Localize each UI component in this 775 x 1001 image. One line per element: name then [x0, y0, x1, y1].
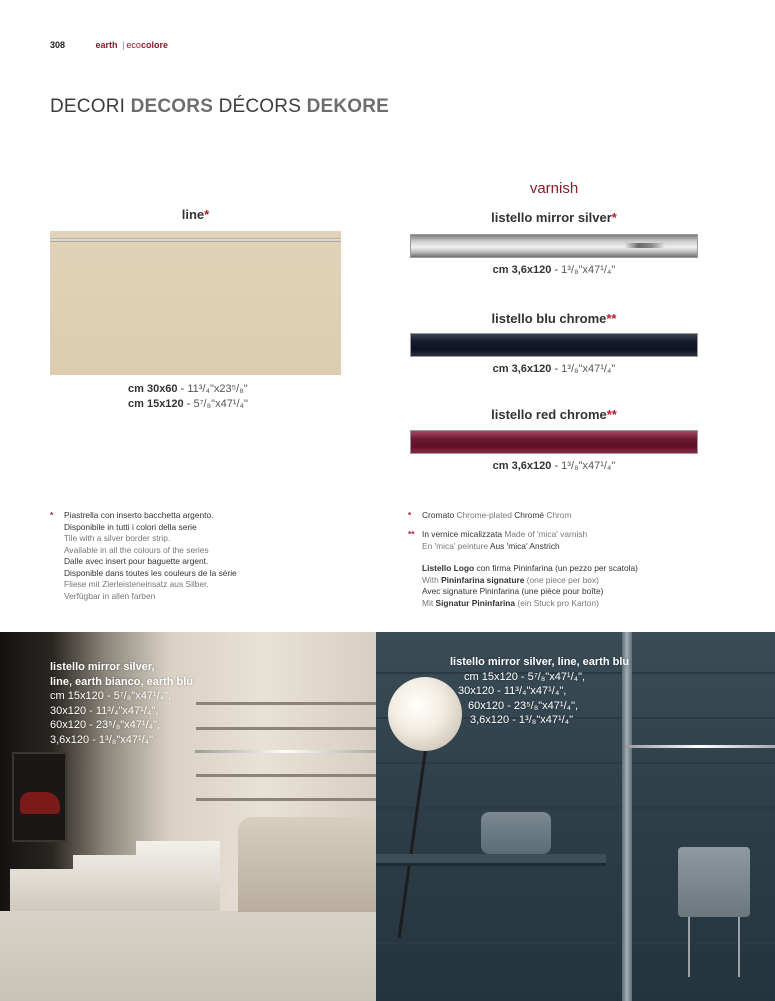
- footnote-text: Tile with a silver border strip.: [64, 533, 171, 543]
- footnote-logo: [408, 563, 738, 609]
- pininfarina-logo: [625, 243, 665, 248]
- title-it: DECORI: [50, 96, 126, 117]
- caption-title: listello mirror silver, line, earth blu: [450, 656, 630, 668]
- mirror-silver-swatch: [410, 234, 698, 258]
- footnote-mark: *: [408, 510, 412, 520]
- brand-name: earth: [95, 40, 118, 50]
- footnote-text: Disponibile in tutti i colori della serie: [64, 521, 197, 532]
- wall-stripe: [196, 798, 376, 801]
- caption-size: 60x120 - 23⁵/₈"x47¹/₄",: [50, 719, 161, 731]
- mirror-silver-size: [410, 264, 698, 276]
- logo-it: con firma Pininfarina (un pezzo per scatola): [476, 563, 638, 573]
- caption-size: 60x120 - 23⁵/₈"x47¹/₄",: [468, 699, 579, 712]
- title-en: DECORS: [130, 96, 214, 117]
- armchair: [678, 847, 750, 917]
- footnote-text: Dalle avec insert pour baguette argent.: [64, 556, 209, 566]
- blu-chrome-asterisk: **: [606, 311, 617, 326]
- caption-title: line, earth bianco, earth blu: [50, 675, 194, 688]
- red-car-image: [20, 792, 60, 814]
- line-size-1: [128, 383, 248, 395]
- note-de: Aus 'mica' Anstrich: [489, 540, 560, 551]
- note-en: Made of 'mica' varnish: [504, 529, 588, 539]
- tile-joint: [376, 807, 775, 809]
- logo-de-bold: Signatur Pininfarina: [435, 597, 516, 608]
- note-fr: Chromé: [514, 510, 544, 520]
- wall-stripe: [196, 727, 376, 730]
- size-inch: 1³/₈"x47¹/₄": [561, 264, 616, 276]
- red-chrome-text: listello red chrome: [491, 407, 607, 422]
- lamp-stand: [398, 750, 427, 939]
- page-header: [50, 40, 168, 50]
- sofa: [238, 817, 376, 912]
- size-dash: -: [551, 264, 562, 276]
- mirror-silver-text: listello mirror silver: [491, 210, 612, 225]
- logo-en: (one piece per box): [526, 574, 599, 585]
- caption-title: listello mirror silver,: [50, 661, 155, 673]
- line-label-text: line: [181, 207, 205, 222]
- caption-right: [450, 655, 629, 728]
- staircase: [10, 841, 220, 911]
- blu-chrome-label: [410, 311, 698, 326]
- size-inch: 1³/₈"x47¹/₄": [561, 363, 616, 375]
- footnote-varnish-2: [408, 529, 738, 552]
- wall-shelf: [376, 854, 606, 866]
- series-bold: colore: [140, 40, 168, 50]
- caption-size: 3,6x120 - 1³/₈"x47¹/₄": [470, 714, 574, 726]
- note-it: Cromato: [422, 510, 455, 520]
- footnote-text: Available in all the colours of the series: [64, 544, 209, 555]
- note-en: Chrome-plated: [456, 510, 512, 520]
- line-asterisk: *: [204, 207, 210, 222]
- mirror-silver-asterisk: *: [611, 210, 617, 225]
- mirror-silver-line: [626, 745, 775, 748]
- footnote-text: Piastrella con inserto bacchetta argento.: [64, 510, 214, 520]
- chair-leg: [738, 917, 740, 977]
- red-chrome-size: [410, 460, 698, 472]
- page-number: 308: [50, 40, 66, 50]
- tile-joint: [376, 762, 775, 764]
- caption-size: cm 15x120 - 5⁷/₈"x47¹/₄",: [464, 670, 586, 683]
- size-inch: 1³/₈"x47¹/₄": [561, 460, 616, 472]
- series-prefix: eco: [126, 40, 141, 50]
- wall-stripe: [196, 774, 376, 777]
- size-dash: -: [551, 363, 562, 375]
- size-dash: -: [551, 460, 562, 472]
- size-cm: cm 15x120: [128, 398, 184, 410]
- size-cm: cm 3,6x120: [492, 363, 552, 375]
- caption-size: 30x120 - 11³/₄"x47¹/₄",: [458, 685, 567, 697]
- red-chrome-asterisk: **: [606, 407, 617, 422]
- glass-vessel: [481, 812, 551, 854]
- size-cm: cm 30x60: [128, 383, 178, 395]
- blu-chrome-swatch: [410, 333, 698, 357]
- logo-de: (ein Stuck pro Karton): [517, 597, 599, 608]
- header-separator: |: [122, 40, 125, 50]
- title-de: DEKORE: [306, 96, 390, 117]
- mirror-silver-label: [410, 210, 698, 225]
- logo-it-bold: Listello Logo: [422, 563, 475, 573]
- red-chrome-label: [410, 407, 698, 422]
- note-de: Chrom: [546, 510, 572, 520]
- wall-stripe: [196, 702, 376, 705]
- line-tile-swatch: [50, 231, 341, 375]
- footnote-mark: **: [408, 529, 415, 539]
- size-inch: 11³/₄"x23⁵/₈": [187, 383, 248, 395]
- blu-chrome-text: listello blu chrome: [491, 311, 607, 326]
- line-size-2: [128, 398, 248, 410]
- title-fr: DÉCORS: [218, 96, 302, 117]
- floor: [0, 911, 376, 1001]
- page-title: [50, 96, 389, 118]
- footnote-varnish-1: [408, 510, 738, 522]
- footnote-line: [50, 510, 370, 602]
- varnish-heading: varnish: [529, 180, 579, 197]
- size-inch: 5⁷/₈"x47¹/₄": [193, 398, 248, 410]
- footnote-text: Verfügbar in allen farben: [64, 590, 156, 601]
- size-dash: -: [177, 383, 188, 395]
- note-fr: En 'mica' peinture: [422, 540, 489, 551]
- logo-de-pre: Mit: [422, 597, 434, 608]
- series-name: [126, 40, 168, 50]
- size-dash: -: [183, 398, 194, 410]
- footnote-mark: *: [50, 510, 54, 520]
- logo-en-bold: Pininfarina signature: [441, 574, 525, 585]
- caption-left: [50, 660, 193, 747]
- logo-fr: Avec signature Pininfarina (une pièce pour boîte): [422, 586, 604, 596]
- caption-size: cm 15x120 - 5⁷/₈"x47¹/₄",: [50, 690, 172, 702]
- red-chrome-swatch: [410, 430, 698, 454]
- chair-leg: [688, 917, 690, 977]
- caption-size: 30x120 - 11³/₄"x47¹/₄",: [50, 704, 159, 717]
- size-cm: cm 3,6x120: [492, 264, 552, 276]
- line-label: [0, 207, 391, 222]
- footnote-text: Fliese mit Zierleisteneinsatz aus Silber.: [64, 579, 209, 589]
- mirror-silver-line: [195, 750, 376, 753]
- footnote-text: Disponible dans toutes les couleurs de la série: [64, 567, 237, 578]
- blu-chrome-size: [410, 363, 698, 375]
- size-cm: cm 3,6x120: [492, 460, 552, 472]
- note-it: In vernice micalizzata: [422, 529, 503, 539]
- logo-en-pre: With: [422, 574, 439, 585]
- caption-size: 3,6x120 - 1³/₈"x47¹/₄": [50, 733, 154, 746]
- silver-strip: [50, 238, 341, 242]
- tile-joint: [376, 942, 775, 944]
